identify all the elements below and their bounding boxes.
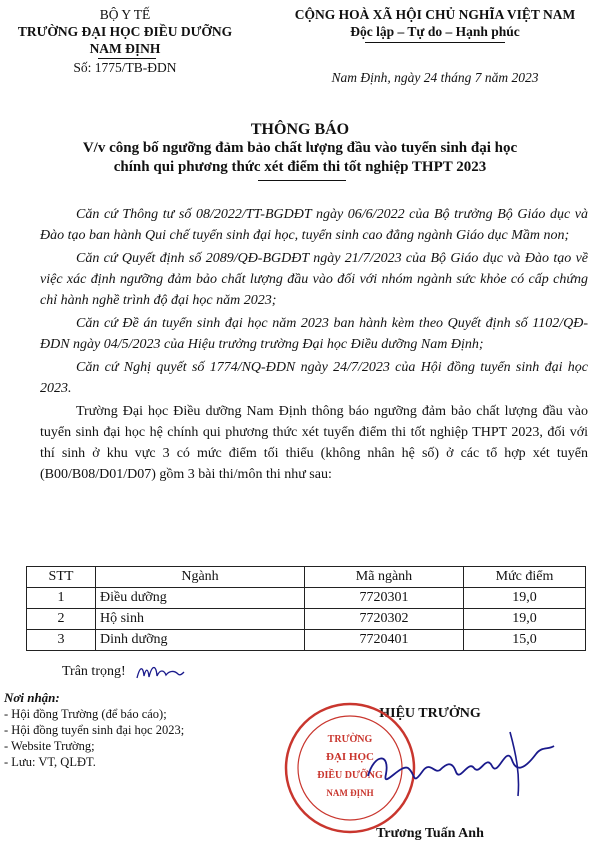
signer-role: HIỆU TRƯỞNG [379,706,481,721]
legal-basis-4: Căn cứ Nghị quyết số 1774/NQ-ĐDN ngày 24/7/2023 của Hội đồng tuyển sinh đại học 2023. [40,360,588,396]
issuer-block [0,6,250,76]
motto-divider [365,42,505,43]
subject-line-2: chính qui phương thức xét điểm thi tốt nghiệp THPT 2023 [113,159,487,175]
table-header-row [27,567,586,588]
announcement-paragraph: Trường Đại học Điều dưỡng Nam Định thông báo ngưỡng đảm bảo chất lượng đầu vào tuyển sinh đại học hệ chính qui phương thức xét tuyển điểm thi tốt nghiệp THPT 2023, đối với thí sinh ở khu vực 3 có mức điểm tối thiểu (không nhân hệ số) ở các tổ hợp xét tuyển (B00/B08/D01/D07) gồm 3 bài thi/môn thi như sau: [40,404,588,482]
title-block [0,120,600,177]
table-row [27,630,586,651]
threshold-table [26,566,586,651]
recipient-item: - Lưu: VT, QLĐT. [4,755,96,769]
title-divider [258,180,346,181]
signer-name: Trương Tuấn Anh [376,826,484,841]
national-header [270,6,600,40]
place-date: Nam Định, ngày 24 tháng 7 năm 2023 [331,70,539,85]
column-header: Mã ngành [305,567,464,588]
ministry-name: BỘ Y TẾ [99,7,151,22]
seal-text-3: ĐIỀU DƯỠNG [317,770,383,781]
row-index: 3 [27,630,96,651]
recipient-item: - Hội đồng Trường (để báo cáo); [4,707,167,721]
table-row [27,588,586,609]
document-heading: THÔNG BÁO [250,121,350,138]
recipient-item: - Hội đồng tuyển sinh đại học 2023; [4,723,185,737]
column-header: Mức điểm [464,567,586,588]
major-code: 7720302 [305,609,464,630]
seal-text-2: ĐẠI HỌC [326,751,374,763]
legal-basis-2: Căn cứ Quyết định số 2089/QĐ-BGDĐT ngày 21/7/2023 của Bộ Giáo dục và Đào tạo về việc xác định ngưỡng đảm bảo chất lượng đầu vào đối với nhóm ngành sức khỏe có cấp chứng chỉ hành nghề trình độ đại học năm 2023; [40,251,588,308]
university-name-line2: NAM ĐỊNH [89,41,161,56]
closing-regards: Trân trọng! [62,664,126,679]
recipient-item: - Website Trường; [4,739,95,753]
recipients-title: Nơi nhận: [4,690,60,705]
score-threshold: 15,0 [464,630,586,651]
column-header: STT [27,567,96,588]
seal-text-1: TRƯỜNG [327,734,373,745]
major-name: Điều dưỡng [96,588,305,609]
major-name: Dinh dưỡng [96,630,305,651]
legal-basis-1: Căn cứ Thông tư số 08/2022/TT-BGDĐT ngày 06/6/2022 của Bộ trưởng Bộ Giáo dục và Đào tạo ban hành Qui chế tuyển sinh đại học, tuyển sinh cao đẳng ngành Giáo dục Mầm non; [40,207,588,243]
issuer-divider [98,58,156,59]
legal-basis-3: Căn cứ Đề án tuyển sinh đại học năm 2023 ban hành kèm theo Quyết định số 1102/QĐ-ĐDN ngày 04/5/2023 của Hiệu trưởng trường Đại học Điều dưỡng Nam Định; [40,316,588,352]
column-header: Ngành [96,567,305,588]
major-code: 7720301 [305,588,464,609]
seal-text-4: NAM ĐỊNH [326,788,374,798]
row-index: 2 [27,609,96,630]
recipients-block [4,690,184,770]
national-motto: Độc lập – Tự do – Hạnh phúc [350,24,520,39]
university-name-line1: TRƯỜNG ĐẠI HỌC ĐIỀU DƯỠNG [17,24,233,39]
subject-line-1: V/v công bố ngưỡng đảm bảo chất lượng đầu vào tuyển sinh đại học [82,140,518,156]
major-code: 7720401 [305,630,464,651]
document-number: Số: 1775/TB-ĐDN [73,60,177,75]
score-threshold: 19,0 [464,588,586,609]
document-body [40,204,588,487]
row-index: 1 [27,588,96,609]
initials-scribble [134,660,186,686]
republic-title: CỘNG HOÀ XÃ HỘI CHỦ NGHĨA VIỆT NAM [294,7,576,22]
major-name: Hộ sinh [96,609,305,630]
table-row [27,609,586,630]
score-threshold: 19,0 [464,609,586,630]
handwritten-signature [360,724,560,804]
